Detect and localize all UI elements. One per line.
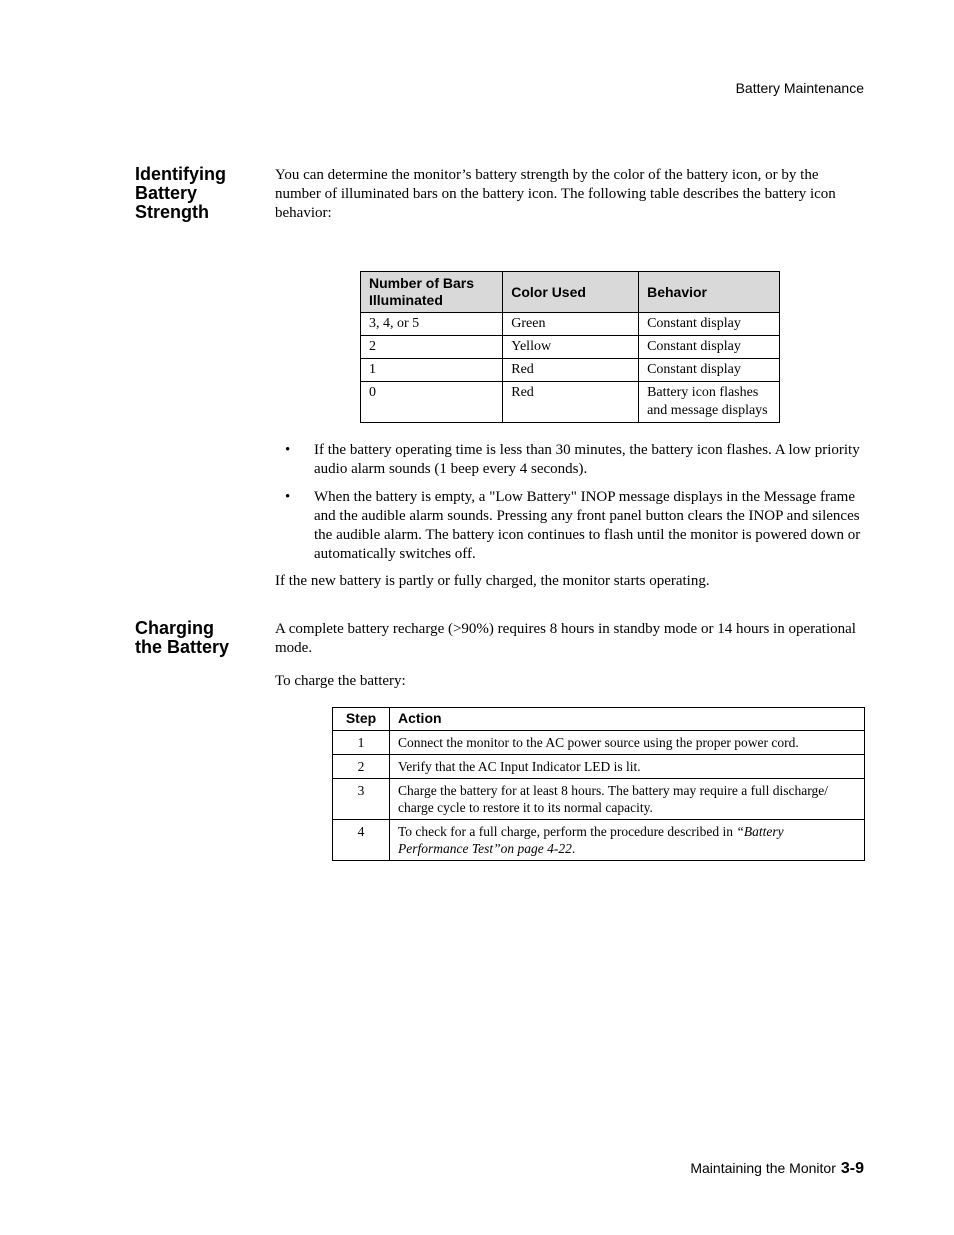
cell-color: Red bbox=[503, 382, 639, 423]
cell-color: Yellow bbox=[503, 336, 639, 359]
column-header-bars: Number of Bars Illuminated bbox=[361, 272, 503, 313]
charging-steps-table bbox=[332, 707, 865, 861]
heading-line: the Battery bbox=[135, 637, 230, 657]
column-header-step: Step bbox=[333, 708, 390, 731]
list-item bbox=[275, 441, 865, 479]
cell-step: 3 bbox=[333, 779, 390, 820]
column-header-action: Action bbox=[390, 708, 865, 731]
cell-step: 2 bbox=[333, 755, 390, 779]
list-item-text: If the battery operating time is less than 30 minutes, the battery icon flashes. A low priority audio alarm sounds (1 beep every 4 seconds). bbox=[314, 442, 860, 477]
footer-chapter: Maintaining the Monitor bbox=[690, 1160, 836, 1176]
column-header-color: Color Used bbox=[503, 272, 639, 313]
table-row bbox=[361, 336, 780, 359]
heading-line: Battery bbox=[135, 183, 198, 203]
step-text: To check for a full charge, perform the procedure described in bbox=[398, 824, 734, 839]
heading-line: Strength bbox=[135, 202, 209, 222]
charging-intro: A complete battery recharge (>90%) requires 8 hours in standby mode or 14 hours in operational mode. bbox=[275, 621, 856, 656]
cell-color: Red bbox=[503, 359, 639, 382]
table-row bbox=[361, 313, 780, 336]
cell-behavior: Constant display bbox=[639, 336, 780, 359]
battery-strength-intro: You can determine the monitor’s battery strength by the color of the battery icon, or by the number of illuminated bars on the battery icon. The following table describes the battery icon behavior: bbox=[275, 167, 836, 221]
cell-action bbox=[390, 820, 865, 861]
battery-notes-list bbox=[275, 441, 865, 573]
cell-behavior: Battery icon flashes and message displays bbox=[639, 382, 780, 423]
table-header-row bbox=[361, 272, 780, 313]
cell-step: 4 bbox=[333, 820, 390, 861]
section-heading-charging-the-battery bbox=[135, 619, 229, 657]
cell-bars: 1 bbox=[361, 359, 503, 382]
cell-color: Green bbox=[503, 313, 639, 336]
section-heading-identifying-battery-strength bbox=[135, 165, 226, 222]
bullet-icon: • bbox=[285, 442, 291, 458]
cell-action: Verify that the AC Input Indicator LED is lit. bbox=[390, 755, 865, 779]
table-row bbox=[361, 359, 780, 382]
cell-action: Charge the battery for at least 8 hours. The battery may require a full discharge/ charge cycle to restore it to its normal capacity. bbox=[390, 779, 865, 820]
running-head: Battery Maintenance bbox=[735, 80, 864, 96]
cell-bars: 2 bbox=[361, 336, 503, 359]
table-row bbox=[333, 820, 865, 861]
table-row bbox=[333, 731, 865, 755]
page-footer bbox=[690, 1160, 864, 1178]
heading-line: Identifying bbox=[135, 164, 226, 184]
charging-lead: To charge the battery: bbox=[275, 673, 406, 689]
battery-bars-table bbox=[360, 271, 780, 423]
column-header-behavior: Behavior bbox=[639, 272, 780, 313]
cross-reference-link[interactable]: “Battery Performance Test”on page 4-22 bbox=[398, 824, 784, 856]
bullet-icon: • bbox=[285, 489, 291, 505]
heading-line: Charging bbox=[135, 618, 214, 638]
table-row bbox=[361, 382, 780, 423]
cell-action: Connect the monitor to the AC power source using the proper power cord. bbox=[390, 731, 865, 755]
battery-charged-note: If the new battery is partly or fully charged, the monitor starts operating. bbox=[275, 573, 710, 589]
cell-behavior: Constant display bbox=[639, 359, 780, 382]
page-number: 3-9 bbox=[840, 1160, 864, 1177]
cell-step: 1 bbox=[333, 731, 390, 755]
table-header-row bbox=[333, 708, 865, 731]
cell-bars: 3, 4, or 5 bbox=[361, 313, 503, 336]
cell-bars: 0 bbox=[361, 382, 503, 423]
list-item bbox=[275, 488, 865, 564]
table-row bbox=[333, 755, 865, 779]
cell-behavior: Constant display bbox=[639, 313, 780, 336]
list-item-text: When the battery is empty, a "Low Battery" INOP message displays in the Message frame and the audible alarm sounds. Pressing any front panel button clears the INOP and silences the audible alarm. The battery icon continues to flash until the monitor is powered down or automatically switches off. bbox=[314, 489, 861, 562]
step-text-end: . bbox=[571, 841, 576, 856]
table-row bbox=[333, 779, 865, 820]
